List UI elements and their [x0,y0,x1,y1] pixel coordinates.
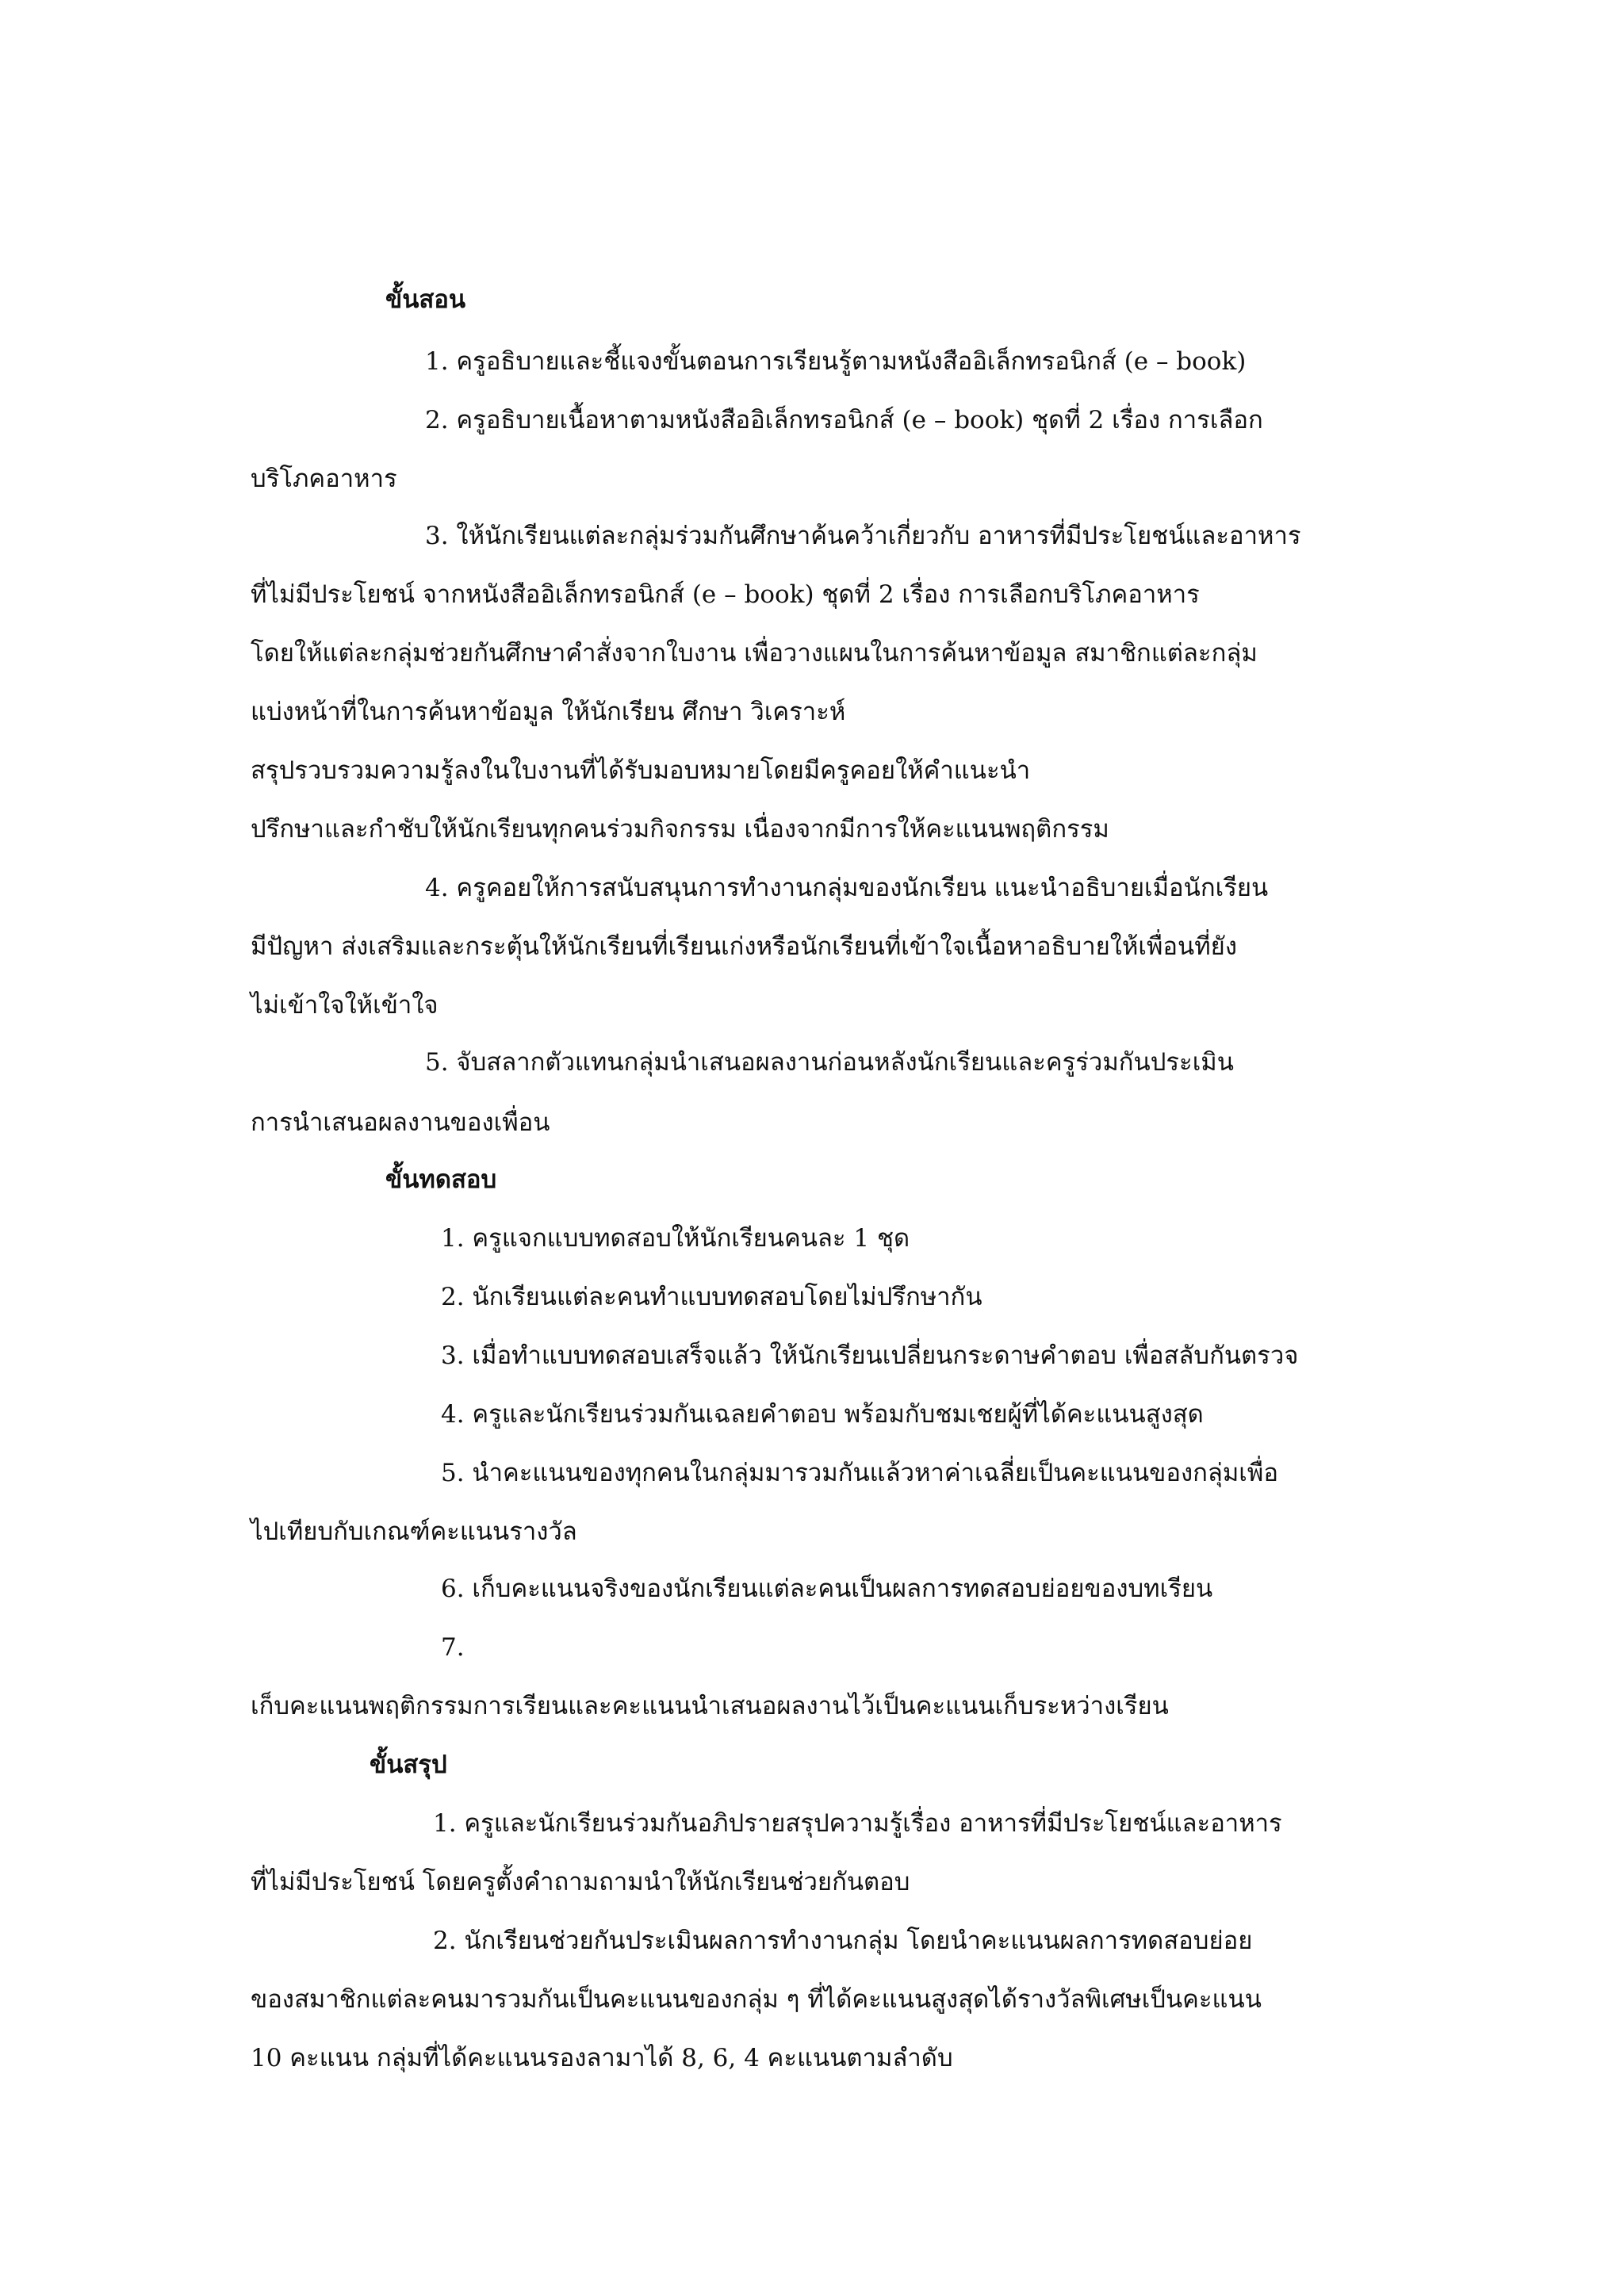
conclude-item-1-line-2: ที่ไม่มีประโยชน์ โดยครูตั้งคำถามถามนำให้นักเรียนช่วยกันตอบ [251,1868,910,1896]
test-item-6: 6. เก็บคะแนนจริงของนักเรียนแต่ละคนเป็นผลการทดสอบย่อยของบทเรียน [441,1575,1213,1603]
teach-item-4-line-2: มีปัญหา ส่งเสริมและกระตุ้นให้นักเรียนที่เรียนเก่งหรือนักเรียนที่เข้าใจเนื้อหาอธิบายให้เพื่อนที่ยัง [251,932,1237,961]
test-item-7-line-2: เก็บคะแนนพฤติกรรมการเรียนและคะแนนนำเสนอผลงานไว้เป็นคะแนนเก็บระหว่างเรียน [251,1692,1169,1720]
teach-item-3-line-3: โดยให้แต่ละกลุ่มช่วยกันศึกษาคำสั่งจากใบงาน เพื่อวางแผนในการค้นหาข้อมูล สมาชิกแต่ละกลุ่ม [251,639,1258,668]
test-item-5-line-2: ไปเทียบกับเกณฑ์คะแนนรางวัล [251,1517,577,1546]
test-item-2: 2. นักเรียนแต่ละคนทำแบบทดสอบโดยไม่ปรึกษากัน [441,1283,982,1311]
teach-item-3-line-2: ที่ไม่มีประโยชน์ จากหนังสืออิเล็กทรอนิกส์ (e – book) ชุดที่ 2 เรื่อง การเลือกบริโภคอาหาร [251,580,1200,609]
teach-item-3-line-1: 3. ให้นักเรียนแต่ละกลุ่มร่วมกันศึกษาค้นคว้าเกี่ยวกับ อาหารที่มีประโยชน์และอาหาร [425,522,1301,550]
teach-item-1: 1. ครูอธิบายและชี้แจงขั้นตอนการเรียนรู้ตามหนังสืออิเล็กทรอนิกส์ (e – book) [425,347,1247,376]
test-item-5-line-1: 5. นำคะแนนของทุกคนในกลุ่มมารวมกันแล้วหาค่าเฉลี่ยเป็นคะแนนของกลุ่มเพื่อ [441,1459,1278,1487]
conclude-item-2-line-3: 10 คะแนน กลุ่มที่ได้คะแนนรองลามาได้ 8, 6, 4 คะแนนตามลำดับ [251,2044,953,2072]
teach-item-2-line-1: 2. ครูอธิบายเนื้อหาตามหนังสืออิเล็กทรอนิกส์ (e – book) ชุดที่ 2 เรื่อง การเลือก [425,406,1263,434]
section-heading-teach: ขั้นสอน [385,285,466,314]
teach-item-3-line-6: ปรึกษาและกำชับให้นักเรียนทุกคนร่วมกิจกรรม เนื่องจากมีการให้คะแนนพฤติกรรม [251,815,1109,844]
teach-item-5-line-2: การนำเสนอผลงานของเพื่อน [251,1108,550,1137]
conclude-item-1-line-1: 1. ครูและนักเรียนร่วมกันอภิปรายสรุปความรู้เรื่อง อาหารที่มีประโยชน์และอาหาร [433,1809,1282,1838]
test-item-7-number: 7. [441,1633,465,1662]
teach-item-3-line-4: แบ่งหน้าที่ในการค้นหาข้อมูล ให้นักเรียน ศึกษา วิเคราะห์ [251,698,846,726]
test-item-3: 3. เมื่อทำแบบทดสอบเสร็จแล้ว ให้นักเรียนเปลี่ยนกระดาษคำตอบ เพื่อสลับกันตรวจ [441,1341,1299,1370]
teach-item-2-line-2: บริโภคอาหาร [251,465,397,493]
teach-item-4-line-3: ไม่เข้าใจให้เข้าใจ [251,991,439,1020]
section-heading-conclude: ขั้นสรุป [370,1751,447,1779]
section-heading-test: ขั้นทดสอบ [385,1165,497,1194]
teach-item-4-line-1: 4. ครูคอยให้การสนับสนุนการทำงานกลุ่มของนักเรียน แนะนำอธิบายเมื่อนักเรียน [425,874,1269,902]
test-item-4: 4. ครูและนักเรียนร่วมกันเฉลยคำตอบ พร้อมกับชมเชยผู้ที่ได้คะแนนสูงสุด [441,1400,1204,1429]
conclude-item-2-line-2: ของสมาชิกแต่ละคนมารวมกันเป็นคะแนนของกลุ่ม ๆ ที่ได้คะแนนสูงสุดได้รางวัลพิเศษเป็นคะแนน [251,1985,1262,2014]
teach-item-3-line-5: สรุปรวบรวมความรู้ลงในใบงานที่ได้รับมอบหมายโดยมีครูคอยให้คำแนะนำ [251,756,1031,785]
conclude-item-2-line-1: 2. นักเรียนช่วยกันประเมินผลการทำงานกลุ่ม โดยนำคะแนนผลการทดสอบย่อย [433,1927,1253,1955]
teach-item-5-line-1: 5. จับสลากตัวแทนกลุ่มนำเสนอผลงานก่อนหลังนักเรียนและครูร่วมกันประเมิน [425,1048,1234,1077]
test-item-1: 1. ครูแจกแบบทดสอบให้นักเรียนคนละ 1 ชุด [441,1224,910,1253]
